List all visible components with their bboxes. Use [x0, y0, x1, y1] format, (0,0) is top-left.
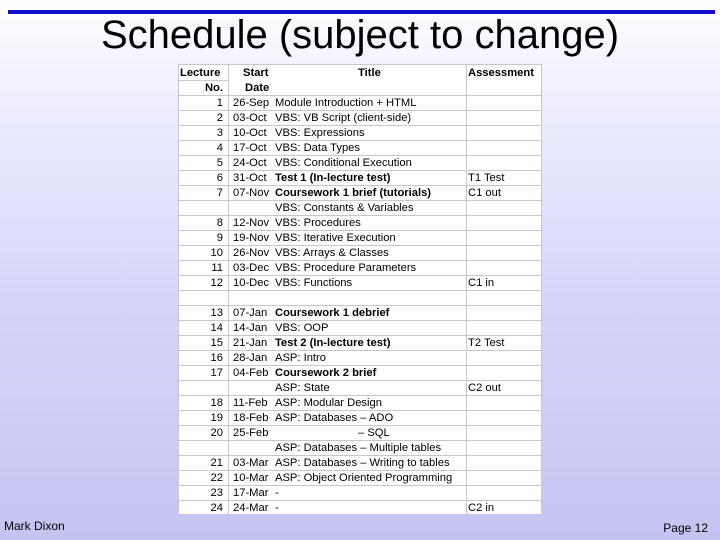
row-lecture-no: 17 — [210, 367, 223, 379]
row-start-date: 28-Jan — [233, 352, 268, 364]
schedule-table — [178, 64, 542, 514]
row-start-date: 19-Nov — [233, 232, 270, 244]
header-lecture: Lecture — [180, 67, 221, 79]
row-lecture-no: 19 — [210, 412, 223, 424]
row-title: ASP: Databases – ADO — [275, 412, 394, 424]
row-start-date: 17-Oct — [233, 142, 267, 154]
row-title: Test 2 (In-lecture test) — [275, 337, 391, 349]
row-start-date: 24-Oct — [233, 157, 267, 169]
row-title: - — [275, 487, 279, 499]
row-start-date: 31-Oct — [233, 172, 267, 184]
row-lecture-no: 14 — [210, 322, 223, 334]
row-lecture-no: 16 — [210, 352, 223, 364]
row-start-date: 10-Mar — [233, 472, 269, 484]
row-lecture-no: 8 — [216, 217, 223, 229]
row-assessment: C2 out — [468, 382, 501, 394]
row-start-date: 03-Mar — [233, 457, 269, 469]
row-start-date: 11-Feb — [233, 397, 268, 409]
row-title: - — [275, 502, 279, 514]
row-title: VBS: Constants & Variables — [275, 202, 414, 214]
row-lecture-no: 15 — [210, 337, 223, 349]
row-lecture-no: 23 — [210, 487, 223, 499]
row-title: VBS: Procedure Parameters — [275, 262, 417, 274]
row-start-date: 21-Jan — [233, 337, 268, 349]
row-assessment: C1 in — [468, 277, 495, 289]
row-title: Test 1 (In-lecture test) — [275, 172, 391, 184]
row-title: VBS: OOP — [275, 322, 329, 334]
row-title: Coursework 2 brief — [275, 367, 377, 379]
row-title: VBS: Data Types — [275, 142, 360, 154]
row-assessment: T2 Test — [468, 337, 505, 349]
row-lecture-no: 10 — [210, 247, 223, 259]
row-title: ASP: Intro — [275, 352, 326, 364]
row-lecture-no: 1 — [216, 97, 223, 109]
row-title: VBS: Iterative Execution — [275, 232, 396, 244]
row-start-date: 12-Nov — [233, 217, 270, 229]
row-title: Coursework 1 debrief — [275, 307, 390, 319]
row-title: VBS: Procedures — [275, 217, 361, 229]
row-lecture-no: 11 — [211, 262, 223, 274]
row-lecture-no: 6 — [216, 172, 223, 184]
row-title: ASP: Modular Design — [275, 397, 382, 409]
header-start: Start — [243, 67, 269, 79]
row-title: VBS: VB Script (client-side) — [275, 112, 412, 124]
row-lecture-no: 2 — [216, 112, 223, 124]
row-title: ASP: Databases – Writing to tables — [275, 457, 450, 469]
row-lecture-no: 20 — [210, 427, 223, 439]
row-title: – SQL — [358, 427, 390, 439]
row-assessment: C2 in — [468, 502, 495, 514]
header-assessment: Assessment — [468, 67, 534, 79]
row-title: Coursework 1 brief (tutorials) — [275, 187, 432, 199]
row-lecture-no: 18 — [210, 397, 223, 409]
slide-title: Schedule (subject to change) — [100, 13, 620, 57]
row-lecture-no: 9 — [216, 232, 223, 244]
header-title: Title — [358, 67, 381, 79]
header-no: No. — [204, 82, 223, 94]
row-title: VBS: Conditional Execution — [275, 157, 412, 169]
row-lecture-no: 21 — [210, 457, 223, 469]
row-title: VBS: Arrays & Classes — [275, 247, 389, 259]
row-start-date: 10-Oct — [233, 127, 267, 139]
row-start-date: 10-Dec — [233, 277, 270, 289]
row-lecture-no: 5 — [216, 157, 223, 169]
row-assessment: C1 out — [468, 187, 501, 199]
row-title: ASP: Object Oriented Programming — [275, 472, 453, 484]
row-lecture-no: 12 — [210, 277, 223, 289]
row-start-date: 07-Jan — [233, 307, 268, 319]
row-title: VBS: Functions — [275, 277, 353, 289]
row-lecture-no: 22 — [210, 472, 223, 484]
row-start-date: 25-Feb — [233, 427, 269, 439]
row-lecture-no: 24 — [210, 502, 223, 514]
page-number: Page 12 — [663, 521, 708, 535]
row-start-date: 04-Feb — [233, 367, 269, 379]
row-start-date: 24-Mar — [233, 502, 269, 514]
row-lecture-no: 3 — [216, 127, 223, 139]
row-start-date: 07-Nov — [233, 187, 270, 199]
row-title: ASP: Databases – Multiple tables — [275, 442, 442, 454]
row-lecture-no: 7 — [216, 187, 223, 199]
row-title: ASP: State — [275, 382, 330, 394]
row-assessment: T1 Test — [468, 172, 505, 184]
row-start-date: 14-Jan — [233, 322, 268, 334]
row-lecture-no: 13 — [210, 307, 223, 319]
row-start-date: 03-Oct — [233, 112, 267, 124]
row-start-date: 26-Sep — [233, 97, 270, 109]
row-start-date: 18-Feb — [233, 412, 269, 424]
row-start-date: 17-Mar — [233, 487, 269, 499]
row-title: VBS: Expressions — [275, 127, 365, 139]
header-date: Date — [245, 82, 270, 94]
row-start-date: 03-Dec — [233, 262, 270, 274]
row-start-date: 26-Nov — [233, 247, 270, 259]
row-lecture-no: 4 — [216, 142, 223, 154]
author-footer: Mark Dixon — [4, 519, 65, 533]
row-title: Module Introduction + HTML — [275, 97, 417, 109]
